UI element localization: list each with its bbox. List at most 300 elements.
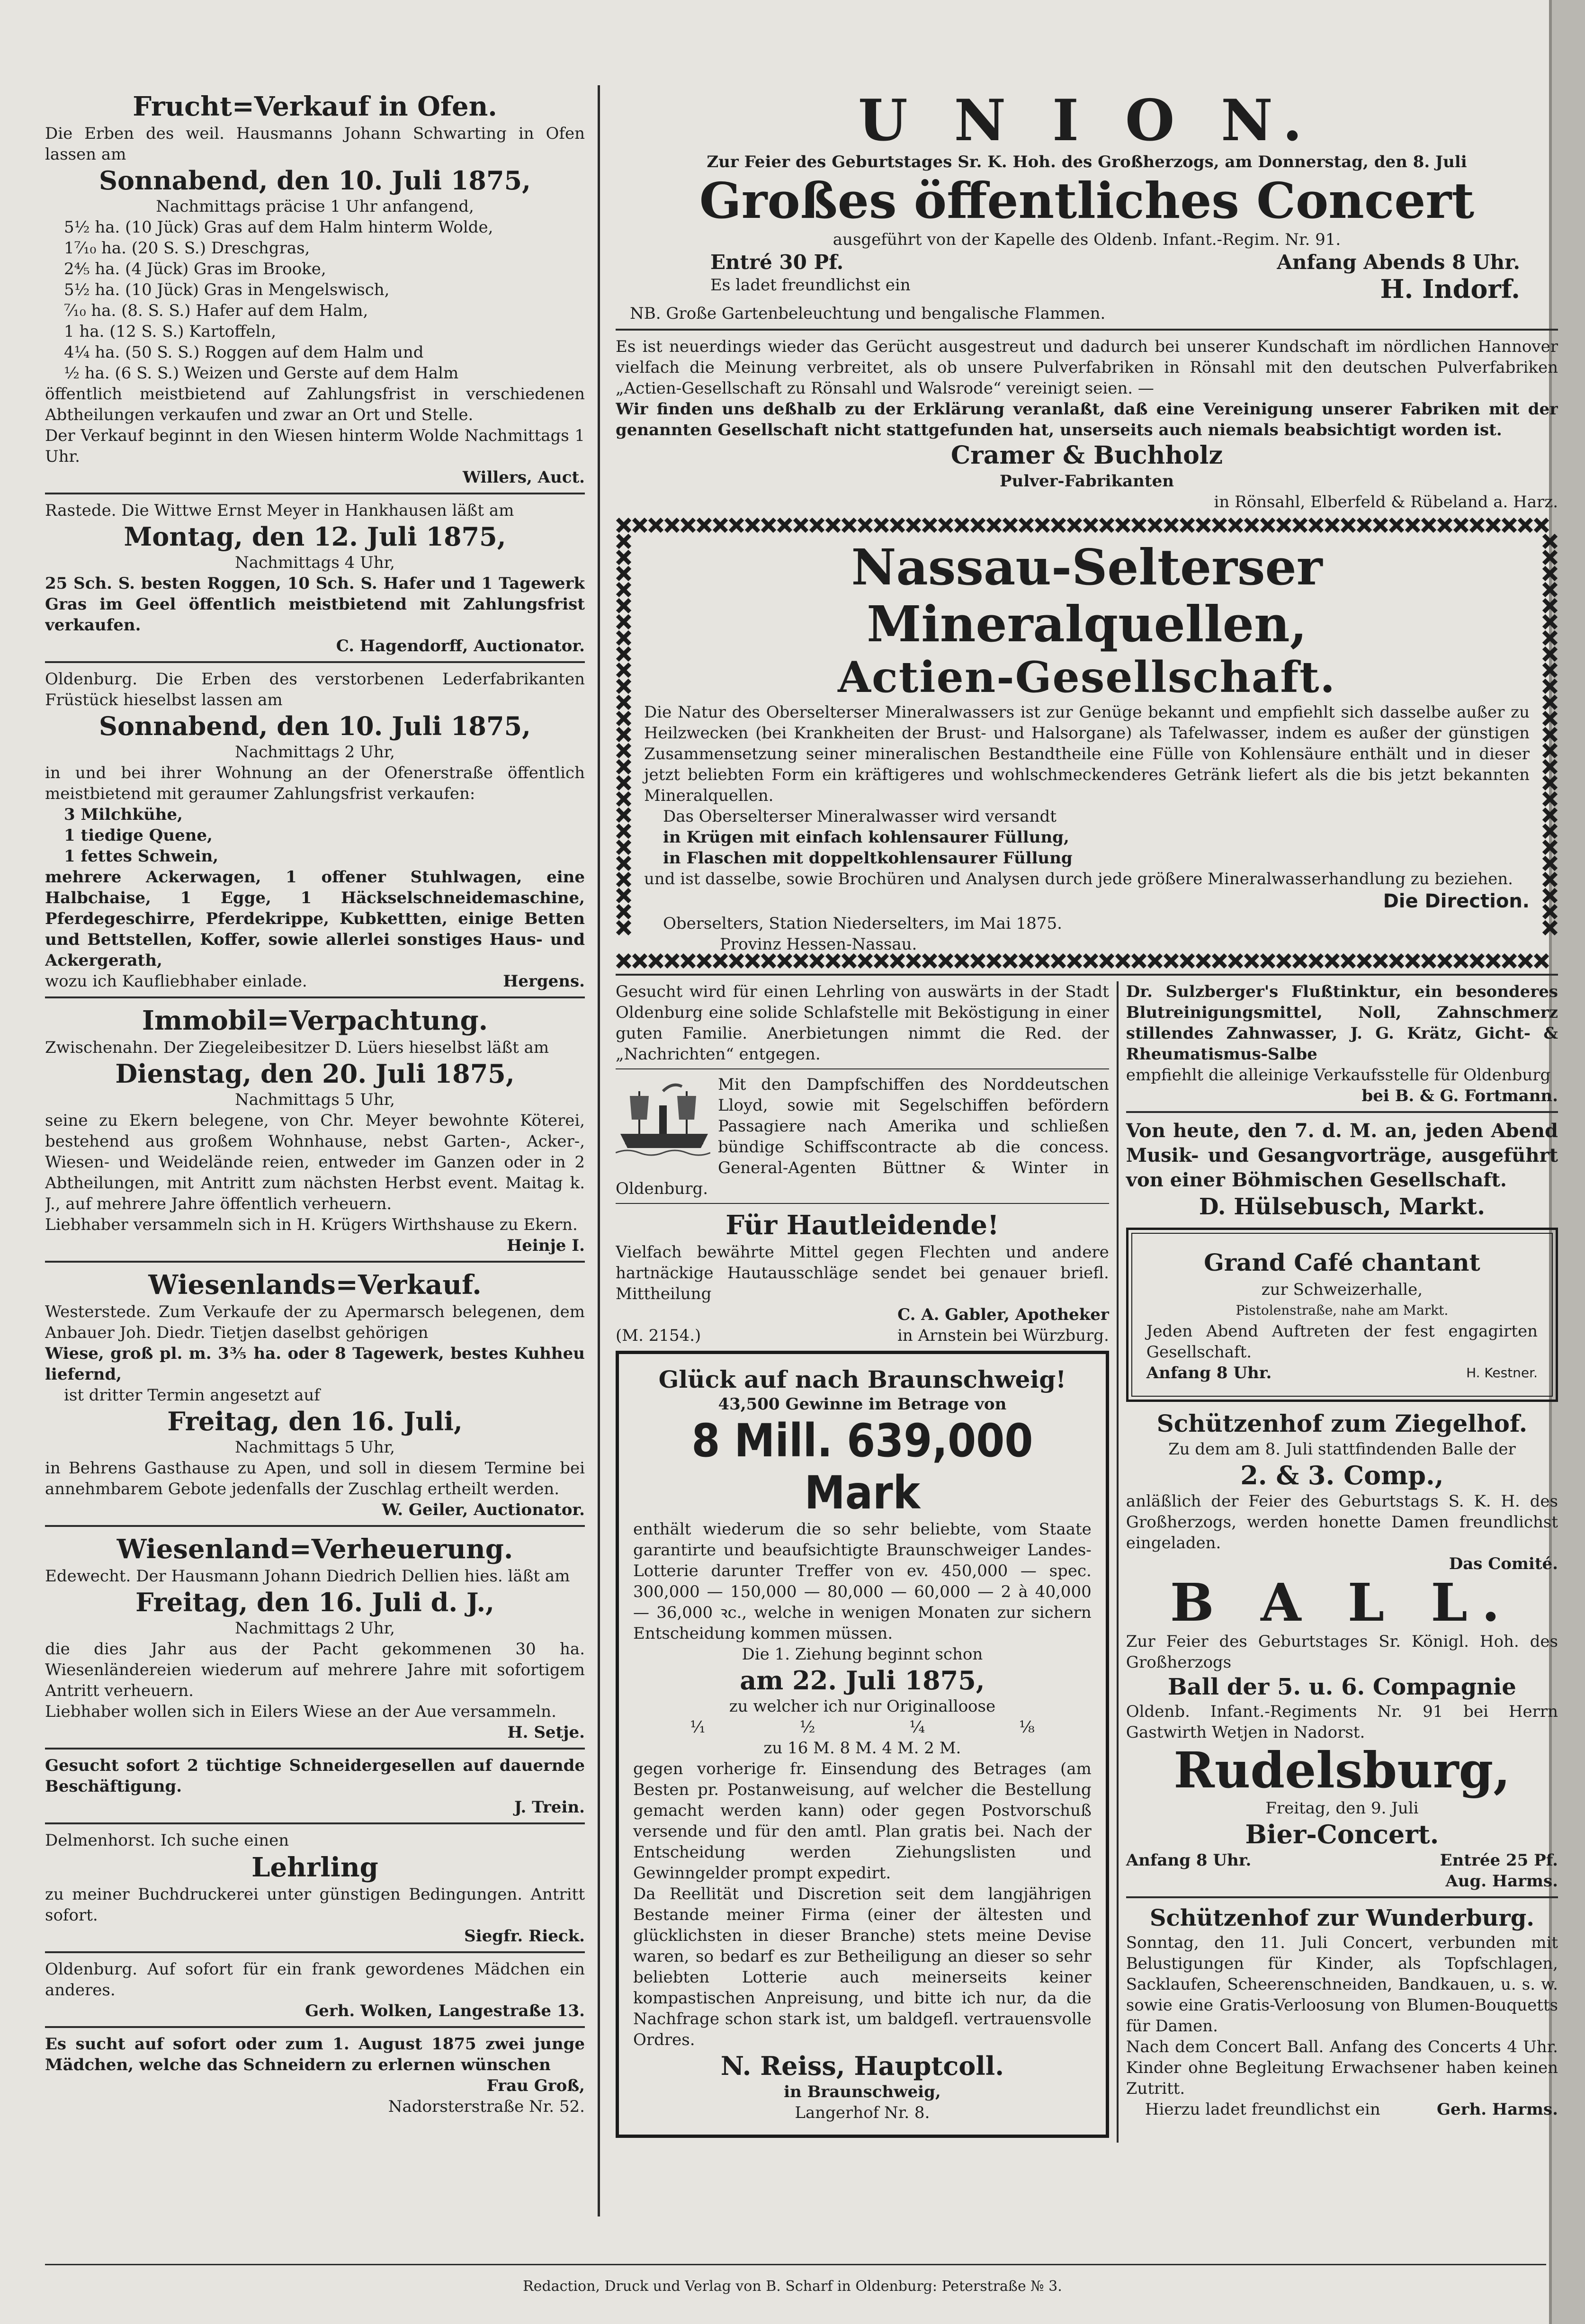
ad-signature: Heinje I.	[507, 1236, 585, 1255]
ad-intro: Zwischenahn. Der Ziegeleibesitzer D. Lüers hieselbst läßt am	[45, 1038, 549, 1057]
border-cross-icon	[1374, 519, 1387, 531]
border-cross-icon	[1117, 519, 1129, 531]
right-split	[616, 981, 1558, 2143]
border-cross-icon	[618, 857, 630, 870]
lotto-fraction: ¹⁄₈	[1019, 1718, 1035, 1737]
border-cross-icon	[618, 777, 630, 789]
ad-junge-maedchen	[45, 2034, 585, 2117]
border-cross-icon	[1181, 519, 1193, 531]
lotto-line: zu welcher ich nur Originalloose	[729, 1697, 996, 1716]
ad-date: Freitag, den 16. Juli,	[167, 1406, 463, 1436]
ad-intro: Westerstede. Zum Verkaufe der zu Apermarsch belegenen, dem Anbauer Joh. Diedr. Tietjen daselbst gehörigen	[45, 1302, 585, 1342]
border-cross-icon	[618, 793, 630, 805]
border-cross-icon	[618, 745, 630, 757]
ad-time: Nachmittags 2 Uhr,	[234, 743, 395, 762]
border-cross-icon	[618, 600, 630, 612]
border-cross-icon	[827, 519, 839, 531]
border-cross-icon	[762, 519, 775, 531]
ad-item: Wiese, groß pl. m. 3⅗ ha. oder 8 Tagewerk, bestes Kuhheu liefernd,	[45, 1344, 585, 1384]
sulz-signature: bei B. & G. Fortmann.	[1361, 1086, 1558, 1105]
border-cross-icon	[1084, 519, 1097, 531]
border-cross-icon	[1423, 955, 1435, 967]
border-cross-icon	[1544, 616, 1556, 628]
cafe-line: zur Schweizerhalle,	[1261, 1280, 1423, 1299]
wunder-signature: Gerh. Harms.	[1437, 2100, 1558, 2119]
border-cross-icon	[1374, 955, 1387, 967]
border-cross-icon	[618, 906, 630, 918]
border-cross-icon	[714, 955, 726, 967]
border-cross-icon	[618, 955, 630, 967]
pulver-text: Wir finden uns deßhalb zu der Erklärung veranlaßt, daß eine Vereinigung unserer Fabriken mit der genannten Gesellschaft nicht stattgefunden hat, unserseits auch niemals beabsichtigt worden ist.	[616, 400, 1558, 440]
ad-item: 5½ ha. (10 Jück) Gras in Mengelswisch,	[64, 280, 390, 299]
border-cross-icon	[618, 648, 630, 660]
ad-frucht-verkauf	[45, 90, 585, 488]
ad-note: Liebhaber wollen sich in Eilers Wiese an der Aue versammeln.	[45, 1702, 556, 1721]
ad-nassau-selters	[616, 517, 1558, 969]
border-cross-icon	[1544, 745, 1556, 757]
ad-time: Nachmittags 5 Uhr,	[234, 1090, 395, 1109]
lotto-fraction: ¹⁄₂	[799, 1718, 815, 1737]
border-cross-icon	[1358, 955, 1370, 967]
border-cross-icon	[1544, 922, 1556, 934]
border-cross-icon	[1036, 955, 1048, 967]
border-cross-icon	[1455, 519, 1467, 531]
border-cross-icon	[779, 955, 791, 967]
border-cross-icon	[618, 519, 630, 531]
ad-title: Immobil=Verpachtung.	[142, 1005, 488, 1036]
border-cross-icon	[1326, 519, 1338, 531]
border-cross-icon	[1165, 519, 1177, 531]
ad-pulverfabrik	[616, 336, 1558, 512]
ball-line: Zur Feier des Geburtstages Sr. Königl. Hoh. des Großherzogs	[1126, 1632, 1558, 1672]
border-cross-icon	[843, 955, 855, 967]
border-cross-icon	[682, 955, 694, 967]
ad-title: Frucht=Verkauf in Ofen.	[133, 91, 497, 122]
ziegel-body: anläßlich der Feier des Geburtstags S. K. H. des Großherzogs, werden honette Damen freundlichst eingeladen.	[1126, 1492, 1558, 1552]
border-cross-icon	[795, 955, 807, 967]
border-cross-icon	[1503, 519, 1515, 531]
border-cross-icon	[698, 519, 710, 531]
border-cross-icon	[1519, 519, 1531, 531]
gesucht-text: Gesucht wird für einen Lehrling von auswärts in der Stadt Oldenburg eine solide Schlafstelle mit Beköstigung in einer guten Familie. Anerbietungen nimmt die Red. der „Nachrichten“ entgegen.	[616, 982, 1109, 1064]
ad-time: Nachmittags 2 Uhr,	[234, 1619, 395, 1638]
border-cross-icon	[730, 955, 743, 967]
border-cross-icon	[1390, 519, 1403, 531]
ad-footer-row	[45, 971, 585, 992]
haut-text: Vielfach bewährte Mittel gegen Flechten und andere hartnäckige Hautausschläge sendet bei genauer briefl. Mittheilung	[616, 1243, 1109, 1303]
ad-item: 2⅘ ha. (4 Jück) Gras im Brooke,	[64, 260, 326, 278]
ad-lloyd	[616, 1074, 1109, 1199]
border-cross-icon	[634, 955, 646, 967]
wunder-body: Sonntag, den 11. Juli Concert, verbunden mit Belustigungen für Kinder, als Topfschlagen, Sacklaufen, Scheerenschneiden, Bandkauen, u. s. w. sowie eine Gratis-Verloosung von Blumen-Bouquetts für Damen.	[1126, 1933, 1558, 2036]
border-cross-icon	[956, 519, 968, 531]
column-rule	[598, 85, 600, 2216]
ad-item: 1 fettes Schwein,	[64, 847, 219, 866]
border-cross-icon	[1439, 955, 1451, 967]
border-cross-icon	[1213, 519, 1226, 531]
wunder-title: Schützenhof zur Wunderburg.	[1149, 1905, 1534, 1931]
ad-wiesenlands-verkauf	[45, 1268, 585, 1520]
border-cross-icon	[988, 519, 1000, 531]
border-cross-icon	[1423, 519, 1435, 531]
ad-title: Wiesenland=Verheuerung.	[116, 1534, 513, 1565]
ad-note: Liebhaber versammeln sich in H. Krügers Wirthshause zu Ekern.	[45, 1215, 578, 1234]
border-cross-icon	[1487, 955, 1499, 967]
ad-item: 5½ ha. (10 Jück) Gras auf dem Halm hinterm Wolde,	[64, 218, 493, 237]
border-cross-icon	[1068, 955, 1081, 967]
haut-row	[616, 1325, 1109, 1346]
border-cross-icon	[972, 955, 984, 967]
border-cross-icon	[972, 519, 984, 531]
border-cross-icon	[1133, 519, 1145, 531]
border-cross-icon	[1004, 519, 1016, 531]
right-subcolumn	[1117, 981, 1558, 2143]
border-cross-icon	[1406, 955, 1419, 967]
union-title: U N I O N.	[858, 90, 1316, 154]
ad-intro: Delmenhorst. Ich suche einen	[45, 1831, 289, 1850]
nassau-line: in Krügen mit einfach kohlensaurer Füllung,	[663, 828, 1069, 847]
border-cross-icon	[618, 680, 630, 692]
ad-body: in und bei ihrer Wohnung an der Ofenerstraße öffentlich meistbietend mit geraumer Zahlungsfrist verkaufen:	[45, 763, 585, 803]
border-cross-icon	[1471, 519, 1483, 531]
border-cross-icon	[1544, 664, 1556, 676]
union-line: Zur Feier des Geburtstages Sr. K. Hoh. des Großherzogs, am Donnerstag, den 8. Juli	[707, 153, 1467, 171]
pulver-place: in Rönsahl, Elberfeld & Rübeland a. Harz.	[1214, 493, 1558, 511]
border-cross-icon	[682, 519, 694, 531]
ad-body: Es sucht auf sofort oder zum 1. August 1875 zwei junge Mädchen, welche das Schneidern zu erlernen wünschen	[45, 2035, 585, 2074]
border-cross-icon	[1544, 889, 1556, 902]
huels-text: Von heute, den 7. d. M. an, jeden Abend Musik- und Gesangvorträge, ausgeführt von einer Böhmischen Gesellschaft.	[1126, 1120, 1558, 1191]
border-cross-icon	[843, 519, 855, 531]
border-cross-icon	[618, 696, 630, 709]
divider	[616, 329, 1558, 331]
cafe-title: Grand Café chantant	[1204, 1248, 1480, 1276]
lotto-fraction: ¹⁄₁	[690, 1718, 706, 1737]
border-cross-icon	[1544, 600, 1556, 612]
border-cross-icon	[1245, 955, 1258, 967]
border-cross-icon	[907, 955, 920, 967]
cafe-inner-frame	[1131, 1233, 1553, 1397]
divider	[45, 661, 585, 663]
haut-title: Für Hautleidende!	[725, 1210, 999, 1241]
footer-rule	[45, 2264, 1546, 2265]
haut-place: in Arnstein bei Würzburg.	[897, 1326, 1109, 1345]
union-performer: ausgeführt von der Kapelle des Oldenb. Infant.-Regim. Nr. 91.	[833, 230, 1341, 249]
border-cross-icon	[1165, 955, 1177, 967]
border-cross-icon	[875, 519, 887, 531]
lotto-line: Die 1. Ziehung beginnt schon	[742, 1645, 983, 1664]
haut-signature: C. A. Gabler, Apotheker	[897, 1305, 1109, 1324]
ad-time: Nachmittags 5 Uhr,	[234, 1438, 395, 1457]
border-cross-icon	[1439, 519, 1451, 531]
divider	[616, 974, 1558, 976]
wunder-body: Nach dem Concert Ball. Anfang des Concerts 4 Uhr. Kinder ohne Begleitung Erwachsener haben keinen Zutritt.	[1126, 2037, 1558, 2098]
ad-signature: H. Setje.	[507, 1723, 585, 1742]
nassau-line: und ist dasselbe, sowie Brochüren und Analysen durch jede größere Mineralwasserhandlung zu beziehen.	[644, 870, 1513, 888]
border-cross-icon	[746, 519, 759, 531]
nassau-line: in Flaschen mit doppeltkohlensaurer Füllung	[663, 849, 1073, 868]
border-cross-icon	[1052, 955, 1065, 967]
rudels-entry: Entrée 25 Pf.	[1440, 1851, 1558, 1870]
ziegel-title: Schützenhof zum Ziegelhof.	[1156, 1409, 1528, 1437]
border-cross-icon	[1535, 955, 1548, 967]
border-cross-icon	[988, 955, 1000, 967]
border-cross-icon	[1149, 519, 1161, 531]
cafe-line: Jeden Abend Auftreten der fest engagirten Gesellschaft.	[1146, 1322, 1538, 1362]
border-cross-icon	[811, 519, 823, 531]
ad-schneidergesellen	[45, 1755, 585, 1818]
ad-body: öffentlich meistbietend auf Zahlungsfrist in verschiedenen Abtheilungen verkaufen und zwar an Ort und Stelle.	[45, 385, 585, 424]
pulver-signature: Cramer & Buchholz	[950, 441, 1223, 470]
border-cross-icon	[618, 761, 630, 773]
border-cross-icon	[1342, 519, 1354, 531]
ad-maedchen	[45, 1959, 585, 2021]
border-cross-icon	[1294, 519, 1306, 531]
border-cross-icon	[1213, 955, 1226, 967]
cross-border	[616, 517, 1558, 969]
ad-item: 1⁷⁄₁₀ ha. (20 S. S.) Dreschgras,	[64, 239, 310, 258]
ad-item: 1 tiedige Quene,	[64, 826, 213, 845]
border-cross-icon	[1133, 955, 1145, 967]
border-cross-icon	[1390, 955, 1403, 967]
border-cross-icon	[1406, 519, 1419, 531]
ad-date: Montag, den 12. Juli 1875,	[124, 521, 506, 552]
border-cross-icon	[1068, 519, 1081, 531]
border-cross-icon	[923, 955, 936, 967]
lotto-fraction: ¹⁄₄	[909, 1718, 925, 1737]
border-cross-icon	[1020, 955, 1032, 967]
border-cross-icon	[746, 955, 759, 967]
union-row	[616, 275, 1558, 303]
sulz-text: Dr. Sulzberger's Flußtinktur, ein besonderes Blutreinigungsmittel, Noll, Zahnschmerz stillendes Zahnwasser, J. G. Krätz, Gicht- & Rheumatismus-Salbe	[1126, 982, 1558, 1064]
union-invite: Es ladet freundlichst ein	[710, 276, 911, 295]
border-cross-icon	[1544, 906, 1556, 918]
border-cross-icon	[827, 955, 839, 967]
huels-signature: D. Hülsebusch, Markt.	[1199, 1193, 1485, 1220]
border-cross-icon	[618, 922, 630, 934]
divider	[1126, 1896, 1558, 1898]
ad-item: 3 Milchkühe,	[64, 805, 183, 824]
border-cross-icon	[1052, 519, 1065, 531]
nassau-title: Nassau-Selterser Mineralquellen,	[851, 538, 1323, 653]
cafe-line: Pistolenstraße, nahe am Markt.	[1236, 1302, 1449, 1318]
border-cross-icon	[779, 519, 791, 531]
border-cross-icon	[1117, 955, 1129, 967]
divider	[616, 1068, 1109, 1069]
border-cross-icon	[1310, 955, 1322, 967]
rudels-date: Freitag, den 9. Juli	[1265, 1799, 1419, 1818]
border-cross-icon	[618, 616, 630, 628]
ad-hautleidende	[616, 1209, 1109, 1346]
cafe-start: Anfang 8 Uhr.	[1146, 1364, 1272, 1382]
nassau-signature: Die Direction.	[1383, 890, 1530, 912]
border-cross-icon	[1544, 873, 1556, 886]
nassau-body: Die Natur des Oberselterser Mineralwassers ist zur Genüge bekannt und empfiehlt sich dasselbe außer zu Heilzwecken (bei Krankheiten der Brust- und Halsorgane) als Tafelwasser, indem es außer der günstigen Zusammensetzung seiner mineralischen Bestandtheile eine Fülle von Kohlensäure enthält und in dieser jetzt beliebten Form ein kräftigeres und wohlschmeckenderes Getränk liefert als die bis jetzt bekannten Mineralquellen.	[644, 703, 1530, 805]
nassau-subtitle: Actien-Gesellschaft.	[838, 652, 1336, 702]
border-cross-icon	[698, 955, 710, 967]
ad-signature: Hergens.	[503, 972, 585, 991]
left-column	[45, 90, 585, 2117]
border-cross-icon	[1326, 955, 1338, 967]
divider	[45, 1748, 585, 1750]
border-cross-icon	[618, 712, 630, 725]
border-cross-icon	[859, 955, 871, 967]
ad-signature: Willers, Auct.	[462, 468, 585, 487]
border-cross-icon	[1229, 955, 1242, 967]
border-cross-icon	[1544, 680, 1556, 692]
lotto-line: 43,500 Gewinne im Betrage von	[718, 1395, 1007, 1414]
ad-title: Wiesenlands=Verkauf.	[148, 1269, 482, 1301]
border-cross-icon	[730, 519, 743, 531]
sulz-text: empfiehlt die alleinige Verkaufsstelle für Oldenburg	[1126, 1066, 1551, 1085]
steamship-icon	[616, 1077, 710, 1162]
border-cross-icon	[1519, 955, 1531, 967]
nassau-place: Oberselters, Station Niederselters, im Mai 1875.	[663, 914, 1062, 933]
ad-intro: Die Erben des weil. Hausmanns Johann Schwarting in Ofen lassen am	[45, 124, 585, 164]
border-cross-icon	[891, 519, 904, 531]
border-cross-icon	[875, 955, 887, 967]
divider	[1126, 1111, 1558, 1113]
ad-signature: J. Trein.	[514, 1798, 585, 1817]
border-cross-icon	[1197, 519, 1209, 531]
lotto-body: enthält wiederum die so sehr beliebte, vom Staate garantirte und beaufsichtigte Braunschweiger Landes-Lotterie darunter Treffer von ev. 450,000 — spec. 300,000 — 150,000 — 80,000 — 60,000 — 2 à 40,000 — 36,000 ꝛc., welche in wenigen Monaten zur sichern Entscheidung kommen müssen.	[633, 1520, 1092, 1643]
ad-intro: Oldenburg. Die Erben des verstorbenen Lederfabrikanten Früstück hieselbst lassen am	[45, 670, 585, 709]
divider	[45, 1525, 585, 1527]
border-cross-icon	[618, 809, 630, 821]
ad-rastede	[45, 500, 585, 656]
border-cross-icon	[1455, 955, 1467, 967]
ad-date: Sonnabend, den 10. Juli 1875,	[99, 711, 531, 741]
wunder-invite: Hierzu ladet freundlichst ein	[1145, 2100, 1380, 2119]
border-cross-icon	[1487, 519, 1499, 531]
divider	[616, 1203, 1109, 1204]
rudels-start: Anfang 8 Uhr.	[1126, 1851, 1252, 1870]
rudels-row	[1126, 1850, 1558, 1871]
ad-intro: Rastede. Die Wittwe Ernst Meyer in Hankhausen läßt am	[45, 501, 514, 520]
rudels-concert: Bier-Concert.	[1245, 1819, 1439, 1849]
border-cross-icon	[618, 825, 630, 837]
lotto-place: in Braunschweig,	[784, 2082, 941, 2101]
border-cross-icon	[1358, 519, 1370, 531]
ad-body: zu meiner Buchdruckerei unter günstigen Bedingungen. Antritt sofort.	[45, 1885, 585, 1925]
border-cross-icon	[1262, 519, 1274, 531]
border-cross-icon	[923, 519, 936, 531]
union-entry: Entré 30 Pf.	[710, 251, 844, 274]
ad-lotterie	[616, 1351, 1109, 2138]
border-cross-icon	[956, 955, 968, 967]
border-cross-icon	[1101, 955, 1113, 967]
cafe-row	[1146, 1363, 1538, 1383]
border-cross-icon	[1544, 728, 1556, 741]
lotto-signature: N. Reiss, Hauptcoll.	[720, 2051, 1004, 2081]
lotto-body: gegen vorherige fr. Einsendung des Betrages (am Besten pr. Postanweisung, auf welcher die Bestellung gemacht werden kann) oder gegen Postvorschuß versende und für den amtl. Plan gratis bei. Nach der Entscheidung werden Ziehungslisten und Gewinngelder prompt expedirt.	[633, 1759, 1092, 1883]
ad-item: ⁷⁄₁₀ ha. (8. S. S.) Hafer auf dem Halm,	[64, 301, 368, 320]
nassau-province: Provinz Hessen-Nassau.	[720, 935, 917, 954]
pulver-text: Es ist neuerdings wieder das Gerücht ausgestreut und dadurch bei unserer Kundschaft im nördlichen Hannover vielfach die Meinung verbreitet, als ob unsere Pulverfabriken in Rönsahl mit den deutschen Pulverfabriken „Actien-Gesellschaft zu Rönsahl und Walsrode“ vereinigt seien. —	[616, 337, 1558, 398]
border-cross-icon	[634, 519, 646, 531]
border-cross-icon	[714, 519, 726, 531]
ad-signature: Gerh. Wolken, Langestraße 13.	[305, 2001, 585, 2020]
cafe-signature: H. Kestner.	[1466, 1365, 1538, 1381]
middle-subcolumn	[616, 981, 1117, 2143]
lotto-address: Langerhof Nr. 8.	[795, 2103, 930, 2122]
divider	[45, 996, 585, 998]
border-cross-icon	[940, 955, 952, 967]
union-row	[616, 250, 1558, 275]
ad-date: Freitag, den 16. Juli d. J.,	[135, 1587, 494, 1617]
border-cross-icon	[618, 664, 630, 676]
border-cross-icon	[1278, 519, 1290, 531]
border-cross-icon	[1544, 551, 1556, 564]
ad-body: Gesucht sofort 2 tüchtige Schneidergesellen auf dauernde Beschäftigung.	[45, 1756, 585, 1796]
border-cross-icon	[1544, 567, 1556, 580]
border-cross-icon	[1245, 519, 1258, 531]
border-cross-icon	[1004, 955, 1016, 967]
border-cross-icon	[1535, 519, 1548, 531]
border-cross-icon	[1471, 955, 1483, 967]
divider	[45, 1822, 585, 1824]
border-cross-icon	[618, 551, 630, 564]
border-cross-icon	[1544, 857, 1556, 870]
ad-tail: wozu ich Kaufliebhaber einlade.	[45, 972, 307, 991]
right-area	[616, 90, 1558, 2143]
lotto-title: Glück auf nach Braunschweig!	[658, 1365, 1066, 1393]
border-cross-icon	[1294, 955, 1306, 967]
wunder-row	[1126, 2099, 1558, 2120]
border-cross-icon	[1342, 955, 1354, 967]
ad-wiesenland-verheuerung	[45, 1533, 585, 1743]
border-cross-icon	[811, 955, 823, 967]
ad-union-concert	[616, 90, 1558, 324]
border-cross-icon	[618, 583, 630, 596]
border-cross-icon	[1544, 825, 1556, 837]
ad-body: in Behrens Gasthause zu Apen, und soll in diesem Termine bei annehmbarem Gebote jedenfalls der Zuschlag ertheilt werden.	[45, 1459, 585, 1498]
border-cross-icon	[940, 519, 952, 531]
ad-signature: C. Hagendorff, Auctionator.	[336, 637, 585, 655]
ad-time: Nachmittags präcise 1 Uhr anfangend,	[156, 197, 474, 216]
ziegel-signature: Das Comité.	[1449, 1554, 1558, 1573]
border-cross-icon	[1544, 535, 1556, 547]
ad-immobil-verpachtung	[45, 1004, 585, 1256]
border-cross-icon	[1278, 955, 1290, 967]
border-cross-icon	[618, 889, 630, 902]
lloyd-text: Mit den Dampfschiffen des Norddeutschen Lloyd, sowie mit Segelschiffen befördern Passagiere nach Amerika und schließen bündige Schiffscontracte ab die concess. General-Agenten Büttner & Winter in Oldenburg.	[616, 1075, 1109, 1198]
ad-time: Nachmittags 4 Uhr,	[234, 553, 395, 572]
border-cross-icon	[1544, 809, 1556, 821]
ad-body: seine zu Ekern belegene, von Chr. Meyer bewohnte Köterei, bestehend aus großem Wohnhause, nebst Garten-, Acker-, Wiesen- und Weidelände reien, entweder im Ganzen oder in 2 Abtheilungen, mit Antritt zum nächsten Herbst event. Maitag k. J., auf mehrere Jahre öffentlich verheuern.	[45, 1111, 585, 1213]
ad-signature: Frau Groß,	[486, 2076, 585, 2095]
border-cross-icon	[618, 535, 630, 547]
border-cross-icon	[1197, 955, 1209, 967]
ad-item: 1 ha. (12 S. S.) Kartoffeln,	[64, 322, 277, 341]
rudels-signature: Aug. Harms.	[1445, 1872, 1558, 1891]
lotto-body: Da Reellität und Discretion seit dem langjährigen Bestande meiner Firma (einer der ältesten und glücklichsten in dieser Branche) stets meine Devise waren, so bedarf es zur Betheiligung an dieser so sehr beliebten Lotterie auch meinerseits keiner kompastischen Anpreisung, und bitte ich nur, da die Nachfrage schon stark ist, um baldgefl. vertrauensvolle Ordres.	[633, 1884, 1092, 2049]
ziegel-companies: 2. & 3. Comp.,	[1240, 1460, 1444, 1490]
border-cross-icon	[1262, 955, 1274, 967]
border-cross-icon	[795, 519, 807, 531]
border-cross-icon	[1544, 583, 1556, 596]
border-cross-icon	[1503, 955, 1515, 967]
border-cross-icon	[618, 632, 630, 644]
border-cross-icon	[1544, 696, 1556, 709]
union-signature: H. Indorf.	[1380, 274, 1520, 304]
ad-lehrling	[45, 1830, 585, 1947]
union-nb: NB. Große Gartenbeleuchtung und bengalische Flammen.	[630, 304, 1106, 323]
ball-line: Ball der 5. u. 6. Compagnie	[1167, 1674, 1516, 1700]
border-cross-icon	[907, 519, 920, 531]
ad-line: ist dritter Termin angesetzt auf	[64, 1386, 320, 1405]
pulver-role: Pulver-Fabrikanten	[1000, 472, 1174, 491]
